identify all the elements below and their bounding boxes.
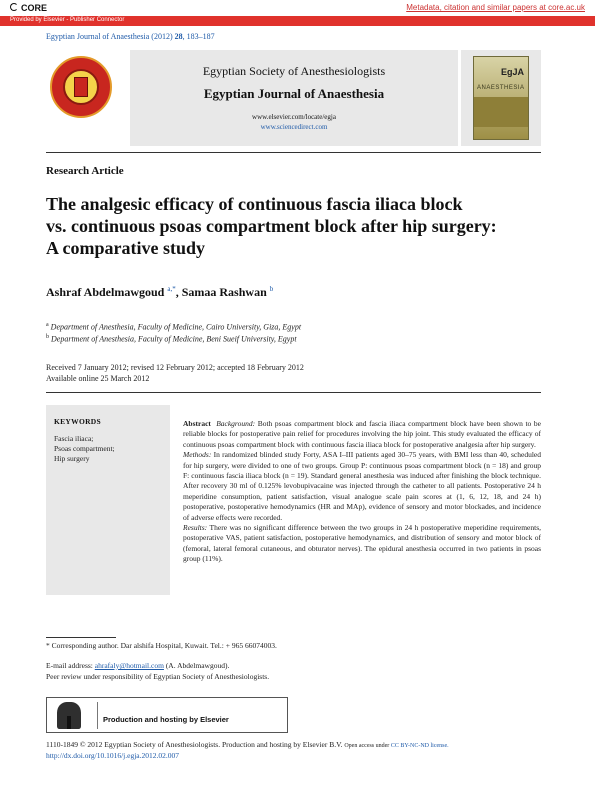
email-note (46, 661, 291, 672)
title-line-1: The analgesic efficacy of continuous fascia iliaca block (46, 194, 463, 214)
cover-title: ANAESTHESIA (477, 85, 525, 91)
production-box (46, 697, 288, 733)
article-title (46, 193, 546, 259)
citation-prefix: Egyptian Journal of Anaesthesia (2012) (46, 32, 175, 41)
footnote-divider (46, 637, 116, 638)
sciencedirect-url[interactable]: www.sciencedirect.com (260, 123, 328, 131)
background-label: Background: (216, 419, 256, 428)
citation-pages: , 183–187 (182, 32, 215, 41)
author-1: Ashraf Abdelmawgoud (46, 285, 165, 299)
abstract-label: Abstract (183, 419, 211, 428)
keyword-item: Hip surgery (54, 454, 90, 463)
journal-url[interactable]: www.elsevier.com/locate/egja (252, 113, 336, 121)
author-2-affil-marker[interactable]: b (269, 285, 274, 293)
keyword-item: Fascia iliaca; (54, 434, 94, 443)
affiliation-b-text: Department of Anesthesia, Faculty of Medicine, Beni Sueif University, Egypt (51, 334, 297, 344)
methods-text: In randomized blinded study Forty, ASA I–III patients aged 30–75 years, with BMI less than 40, scheduled for hip surgery, were divided to one of two groups. Group P: continuous psoas compartment block (n = 18) and group F: continuous fascia iliaca block (n = 19). Standard general anesthesia was induced after finishing the block technique. After recovery 30 ml of 0.125% levobupivacaine was injected through the catheter to all patients. Postoperative 24 h meperidine consumption, patient satisfaction, visual analogue scale pain scores at (1, 6, 12, 18, and 24 h) postoperative, postoperative hemodynamics (HR and MAp), evidence of sensory and motor blockades, and incidence of adverse effects were recorded. (183, 450, 541, 522)
title-line-3: A comparative study (46, 238, 205, 258)
journal-cover-image (473, 56, 529, 140)
journal-citation (46, 32, 215, 41)
core-logo[interactable] (10, 2, 47, 13)
author-1-affil-marker[interactable]: a,* (167, 285, 176, 293)
email-suffix: (A. Abdelmawgoud). (163, 661, 230, 670)
online-date: Available online 25 March 2012 (46, 374, 150, 383)
doi-line (46, 751, 179, 760)
author-list (46, 285, 273, 300)
core-metadata-link[interactable]: Metadata, citation and similar papers at core.ac.uk (406, 3, 585, 12)
article-type: Research Article (46, 165, 124, 177)
provider-strip (0, 16, 595, 26)
keyword-item: Psoas compartment; (54, 444, 115, 453)
title-line-2: vs. continuous psoas compartment block after hip surgery: (46, 216, 497, 236)
issn-text: 1110-1849 © 2012 Egyptian Society of Anesthesiologists. Production and hosting by Elsevier B.V. (46, 740, 345, 749)
journal-name: Egyptian Journal of Anaesthesia (203, 86, 385, 101)
abstract-background (183, 419, 541, 450)
core-logo-text: CORE (21, 2, 48, 13)
core-bar (0, 0, 595, 16)
abstract-methods (183, 450, 541, 523)
email-link[interactable]: ahrafaly@hotmail.com (94, 661, 164, 670)
results-text: There was no significant difference between the two groups in 24 h postoperative meperidine requirements, postoperative VAS, patient satisfaction, postoperative hemodynamics, and distribution of sensory and motor block of (femoral, lateral femoral cutaneous, and obturator nerves). The epidural anesthesia occurred in two patients in psoas group (11%). (183, 523, 541, 564)
society-name: Egyptian Society of Anesthesiologists (202, 64, 386, 78)
elsevier-tree-icon (57, 702, 81, 729)
peer-review-note: Peer review under responsibility of Egyptian Society of Anesthesiologists. (46, 672, 270, 681)
cover-abbrev: EgJA (500, 67, 524, 77)
affiliation-b (46, 334, 297, 344)
affiliation-a-marker: a (46, 322, 49, 328)
affiliation-a-text: Department of Anesthesia, Faculty of Medicine, Cairo University, Giza, Egypt (50, 322, 302, 332)
affiliation-b-marker: b (46, 334, 49, 340)
society-seal-logo (50, 56, 112, 118)
abstract (183, 419, 541, 565)
results-label: Results: (183, 523, 208, 533)
author-separator: , (175, 285, 182, 299)
email-label: E-mail address: (46, 661, 95, 670)
open-access-text: Open access under (344, 743, 391, 749)
received-dates: Received 7 January 2012; revised 12 February 2012; accepted 18 February 2012 (46, 363, 304, 372)
keywords-heading: KEYWORDS (54, 417, 101, 426)
affiliation-a (46, 322, 301, 332)
production-box-divider (97, 702, 98, 729)
issn-line (46, 740, 449, 749)
citation-volume: 28 (174, 32, 183, 41)
provider-text: Provided by Elsevier - Publisher Connector (10, 17, 125, 23)
journal-masthead (46, 50, 541, 146)
keywords-box (46, 405, 170, 595)
masthead-title-panel (130, 50, 458, 146)
production-text: Production and hosting by Elsevier (103, 715, 229, 724)
license-link[interactable]: CC BY-NC-ND license. (390, 743, 449, 749)
background-text: Both psoas compartment block and fascia iliaca compartment block have been shown to be reliable blocks for postoperative pain relief for procedures involving the hip joint. This study evaluated the efficacy of continuous psoas compartment block with continuous fascia iliaca block for postoperative analgesia after hip surgery. (183, 419, 542, 449)
methods-label: Methods: (183, 450, 212, 460)
doi-link[interactable]: http://dx.doi.org/10.1016/j.egja.2012.02.007 (46, 751, 179, 760)
society-seal-panel (46, 50, 126, 146)
corresponding-author-note: * Corresponding author. Dar alshifa Hospital, Kuwait. Tel.: + 965 66074003. (46, 641, 277, 650)
author-2: Samaa Rashwan (181, 285, 267, 299)
abstract-results (183, 523, 541, 565)
core-logo-icon (10, 2, 19, 13)
cover-panel (461, 50, 541, 146)
dates-divider (46, 392, 541, 393)
masthead-divider (46, 152, 541, 153)
